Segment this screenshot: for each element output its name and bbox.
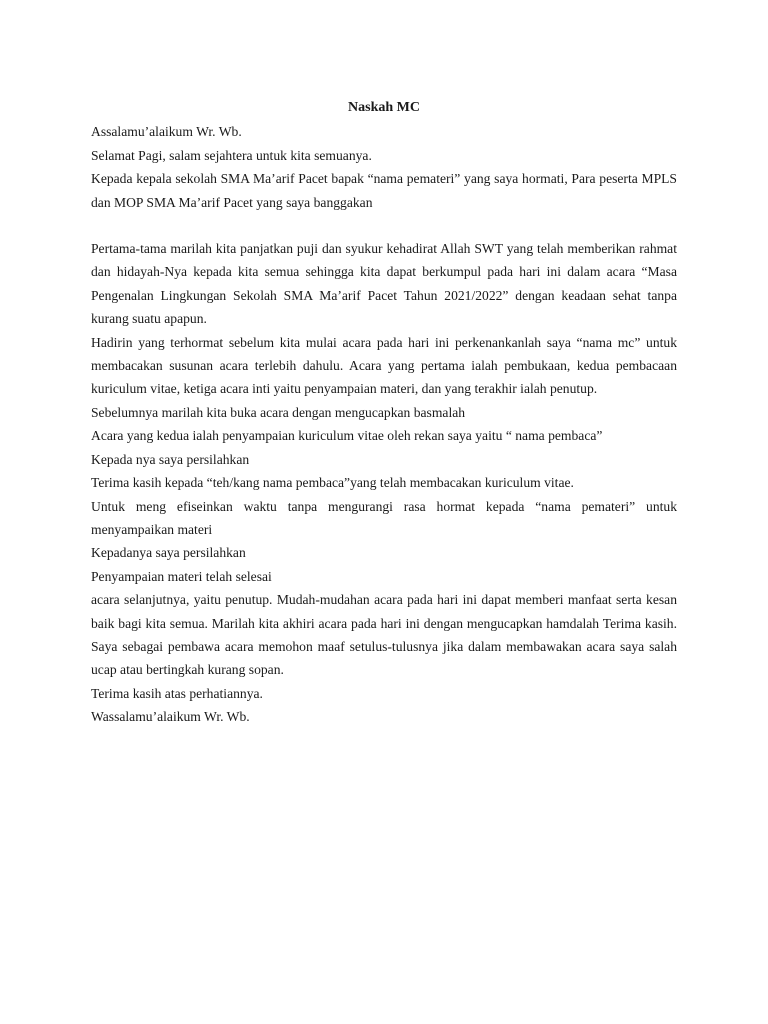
paragraph-agenda: Hadirin yang terhormat sebelum kita mulai acara pada hari ini perkenankanlah saya “nama mc” untuk membacakan susunan acara terlebih dahulu. Acara yang pertama ialah pembukaan, kedua pembacaan kuriculum vitae, ketiga acara inti yaitu penyampaian materi, dan yang terakhir ialah penutup.: [91, 334, 677, 397]
paragraph-material-done: Penyampaian materi telah selesai: [91, 568, 272, 584]
paragraph-address: Kepada kepala sekolah SMA Ma’arif Pacet bapak “nama pemateri” yang saya hormati, Para peserta MPLS dan MOP SMA Ma’arif Pacet yang saya banggakan: [91, 171, 677, 210]
paragraph-invite-speaker: Kepadanya saya persilahkan: [91, 545, 246, 561]
paragraph-farewell: Wassalamu’alaikum Wr. Wb.: [91, 709, 250, 725]
paragraph-thanks-reader: Terima kasih kepada “teh/kang nama pembaca”yang telah membacakan kuriculum vitae.: [91, 475, 574, 491]
paragraph-opening: Pertama-tama marilah kita panjatkan puji dan syukur kehadirat Allah SWT yang telah memberikan rahmat dan hidayah-Nya kepada kita semua sehingga kita dapat berkumpul pada hari ini dalam acara “Masa Pengenalan Lingkungan Sekolah SMA Ma’arif Pacet Tahun 2021/2022” dengan keadaan sehat tanpa kurang suatu apapun.: [91, 241, 677, 327]
paragraph-basmalah: Sebelumnya marilah kita buka acara dengan mengucapkan basmalah: [91, 404, 466, 420]
paragraph-cv-reading: Acara yang kedua ialah penyampaian kuriculum vitae oleh rekan saya yaitu “ nama pembaca”: [91, 428, 603, 444]
document-title: Naskah MC: [348, 100, 420, 115]
paragraph-invite-reader: Kepada nya saya persilahkan: [91, 451, 250, 467]
paragraph-thanks: Terima kasih atas perhatiannya.: [91, 685, 263, 701]
paragraph-speaker-intro: Untuk meng efiseinkan waktu tanpa mengurangi rasa hormat kepada “nama pemateri” untuk menyampaikan materi: [91, 498, 677, 537]
paragraph-greeting: Assalamu’alaikum Wr. Wb.: [91, 124, 242, 140]
paragraph-salutation: Selamat Pagi, salam sejahtera untuk kita semuanya.: [91, 147, 372, 163]
paragraph-spacer: [91, 214, 677, 237]
document-page: [91, 96, 677, 729]
paragraph-closing: acara selanjutnya, yaitu penutup. Mudah-mudahan acara pada hari ini dapat memberi manfaat serta kesan baik bagi kita semua. Marilah kita akhiri acara pada hari ini dengan mengucapkan hamdalah Terima kasih. Saya sebagai pembawa acara memohon maaf setulus-tulusnya jika dalam membawakan acara saya salah ucap atau bertingkah kurang sopan.: [91, 592, 677, 678]
